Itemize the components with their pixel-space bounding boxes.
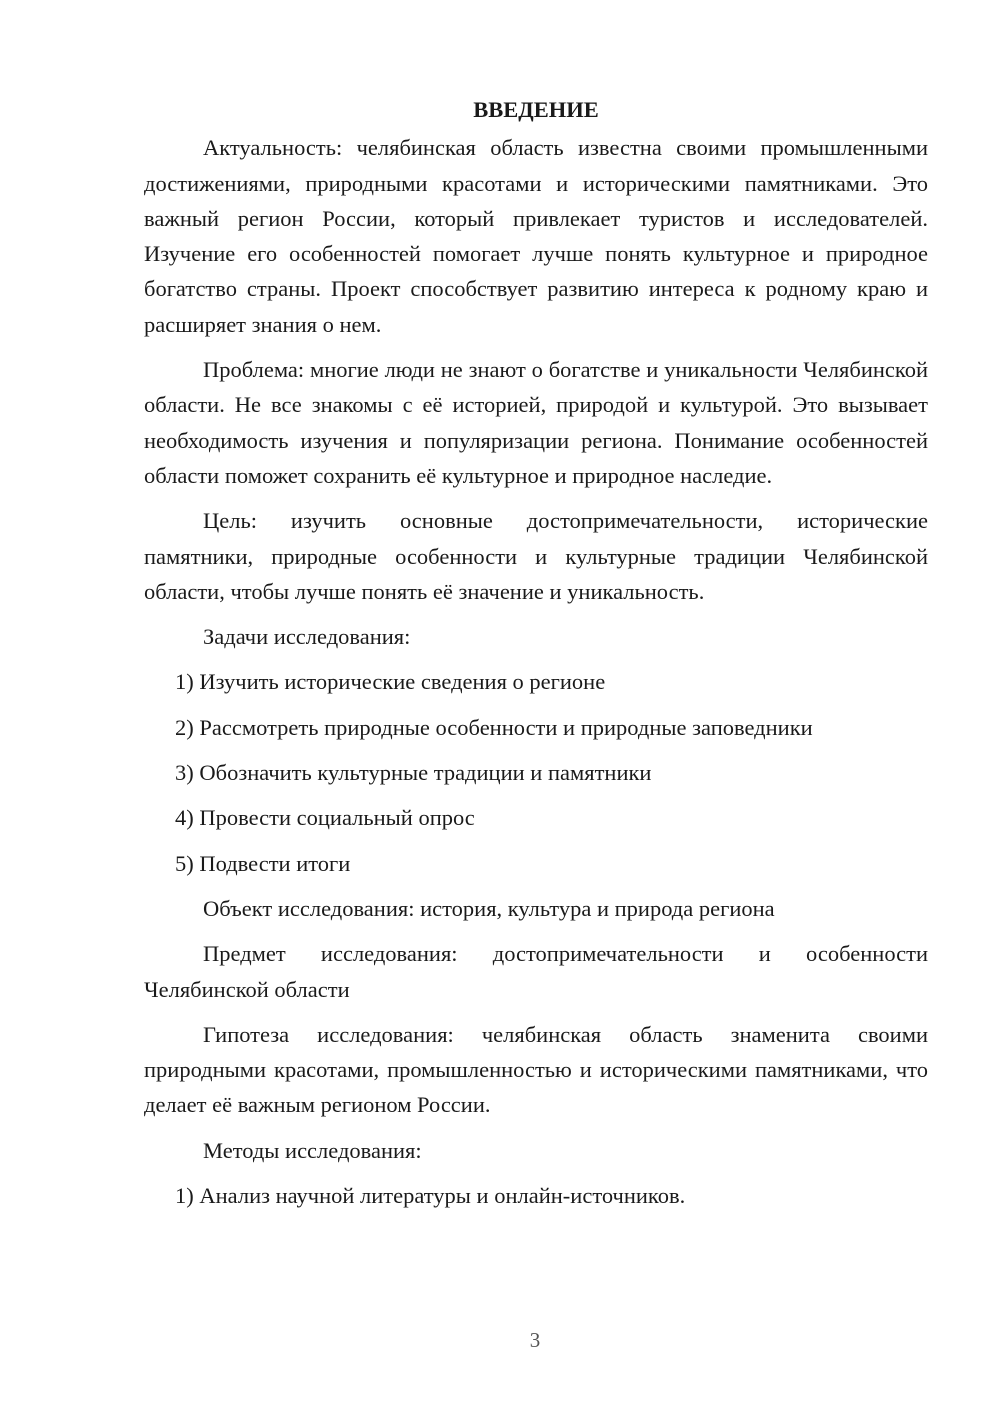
task-item-3: 3) Обозначить культурные традиции и памятники [175,760,652,786]
problem-paragraph: Проблема: многие люди не знают о богатстве и уникальности Челябинской области. Не все знакомы с её историей, природой и культурой. Это вызывает необходимость изучения и популяризации региона. Понимание особенностей области поможет сохранить её культурное и природное наследие. [144,357,928,488]
method-item-1: 1) Анализ научной литературы и онлайн-источников. [175,1183,686,1209]
task-item-2: 2) Рассмотреть природные особенности и природные заповедники [175,714,813,740]
task-item-1: 1) Изучить исторические сведения о регионе [175,669,606,695]
page-number: 3 [529,1328,541,1352]
relevance-paragraph: Актуальность: челябинская область известна своими промышленными достижениями, природными красотами и историческими памятниками. Это важный регион России, который привлекает туристов и исследователей. Изучение его особенностей помогает лучше понять культурное и природное богатство страны. Проект способствует развитию интереса к родному краю и расширяет знания о нем. [144,135,928,337]
goal-paragraph: Цель: изучить основные достопримечательности, исторические памятники, природные особенности и культурные традиции Челябинской области, чтобы лучше понять её значение и уникальность. [144,508,928,604]
page-content [144,92,928,1223]
tasks-heading: Задачи исследования: [203,624,411,650]
hypothesis-paragraph: Гипотеза исследования: челябинская область знаменита своими природными красотами, промышленностью и историческими памятниками, что делает её важным регионом России. [144,1021,928,1118]
methods-heading: Методы исследования: [203,1137,422,1163]
object-paragraph: Объект исследования: история, культура и природа региона [203,895,775,921]
task-item-5: 5) Подвести итоги [175,850,351,876]
page-title: ВВЕДЕНИЕ [473,97,599,122]
task-item-4: 4) Провести социальный опрос [175,805,475,831]
subject-paragraph: Предмет исследования: достопримечательности и особенности Челябинской области [144,941,928,1002]
